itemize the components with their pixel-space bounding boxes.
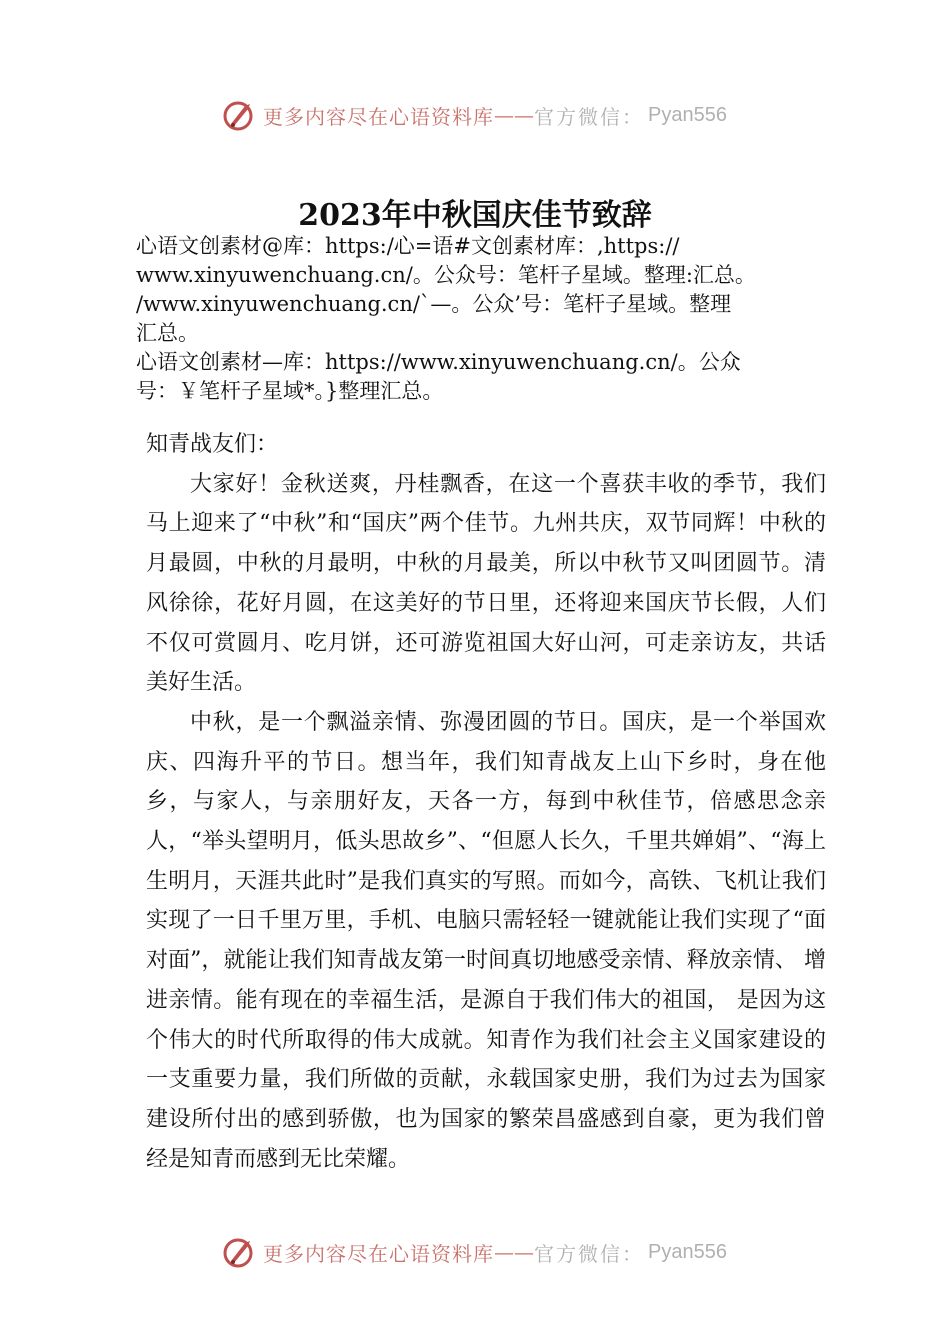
banner-wechat-label: 官方微信：	[534, 104, 645, 129]
banner-wechat-label: 官方微信：	[534, 1241, 645, 1266]
banner-wechat-id: Pyan556	[648, 1240, 727, 1263]
banner-dash: ——	[494, 1240, 535, 1264]
notice-line: 号：￥笔杆子星域*。}整理汇总。	[136, 379, 444, 403]
greeting: 知青战友们：	[146, 432, 279, 457]
source-notice	[136, 232, 836, 406]
paragraph: 大家好！金秋送爽，丹桂飘香，在这一个喜获丰收的季节，我们马上迎来了“中秋”和“国庆”两个佳节。九州共庆，双节同辉！中秋的月最圆，中秋的月最明，中秋的月最美，所以中秋节又叫团圆节。清风徐徐，花好月圆，在这美好的节日里，还将迎来国庆节长假，人们不仅可赏圆月、吃月饼，还可游览祖国大好山河，可走亲访友，共话美好生活。	[146, 471, 826, 696]
banner-text: 更多内容尽在心语资料库	[263, 1241, 495, 1266]
notice-line: 心语文创素材@库：https:/心=语#文创素材库：,https://	[136, 234, 680, 258]
banner-wechat-id: Pyan556	[648, 103, 727, 126]
paragraph: 中秋，是一个飘溢亲情、弥漫团圆的节日。国庆，是一个举国欢庆、四海升平的节日。想当年，我们知青战友上山下乡时，身在他乡，与家人，与亲朋好友，天各一方，每到中秋佳节，倍感思念亲人，“举头望明月，低头思故乡”、“但愿人长久，千里共婵娟”、“海上生明月，天涯共此时”是我们真实的写照。而如今，高铁、飞机让我们实现了一日千里万里，手机、电脑只需轻轻一键就能让我们实现了“面对面”，就能让我们知青战友第一时间真切地感受亲情、释放亲情、 增进亲情。能有现在的幸福生活，是源自于我们伟大的祖国， 是因为这个伟大的时代所取得的伟大成就。知青作为我们社会主义国家建设的一支重要力量，我们所做的贡献，永载国家史册，我们为过去为国家建设所付出的感到骄傲，也为国家的繁荣昌盛感到自豪，更为我们曾经是知青而感到无比荣耀。	[146, 709, 826, 1172]
notice-line: /www.xinyuwenchuang.cn/`—。公众’号：笔杆子星域。整理	[136, 292, 732, 316]
pen-logo-icon	[223, 1235, 257, 1269]
notice-line: 心语文创素材—库：https://www.xinyuwenchuang.cn/。公众	[136, 350, 741, 374]
notice-line: 汇总。	[136, 321, 199, 345]
speech-body	[146, 425, 826, 1179]
pen-logo-icon	[223, 98, 257, 132]
footer-banner	[0, 1232, 950, 1272]
banner-dash: ——	[494, 103, 535, 127]
notice-line: www.xinyuwenchuang.cn/。公众号：笔杆子星域。整理:汇总。	[136, 263, 756, 287]
page-title: 2023年中秋国庆佳节致辞	[298, 198, 652, 233]
header-banner	[0, 95, 950, 135]
banner-text: 更多内容尽在心语资料库	[263, 104, 495, 129]
